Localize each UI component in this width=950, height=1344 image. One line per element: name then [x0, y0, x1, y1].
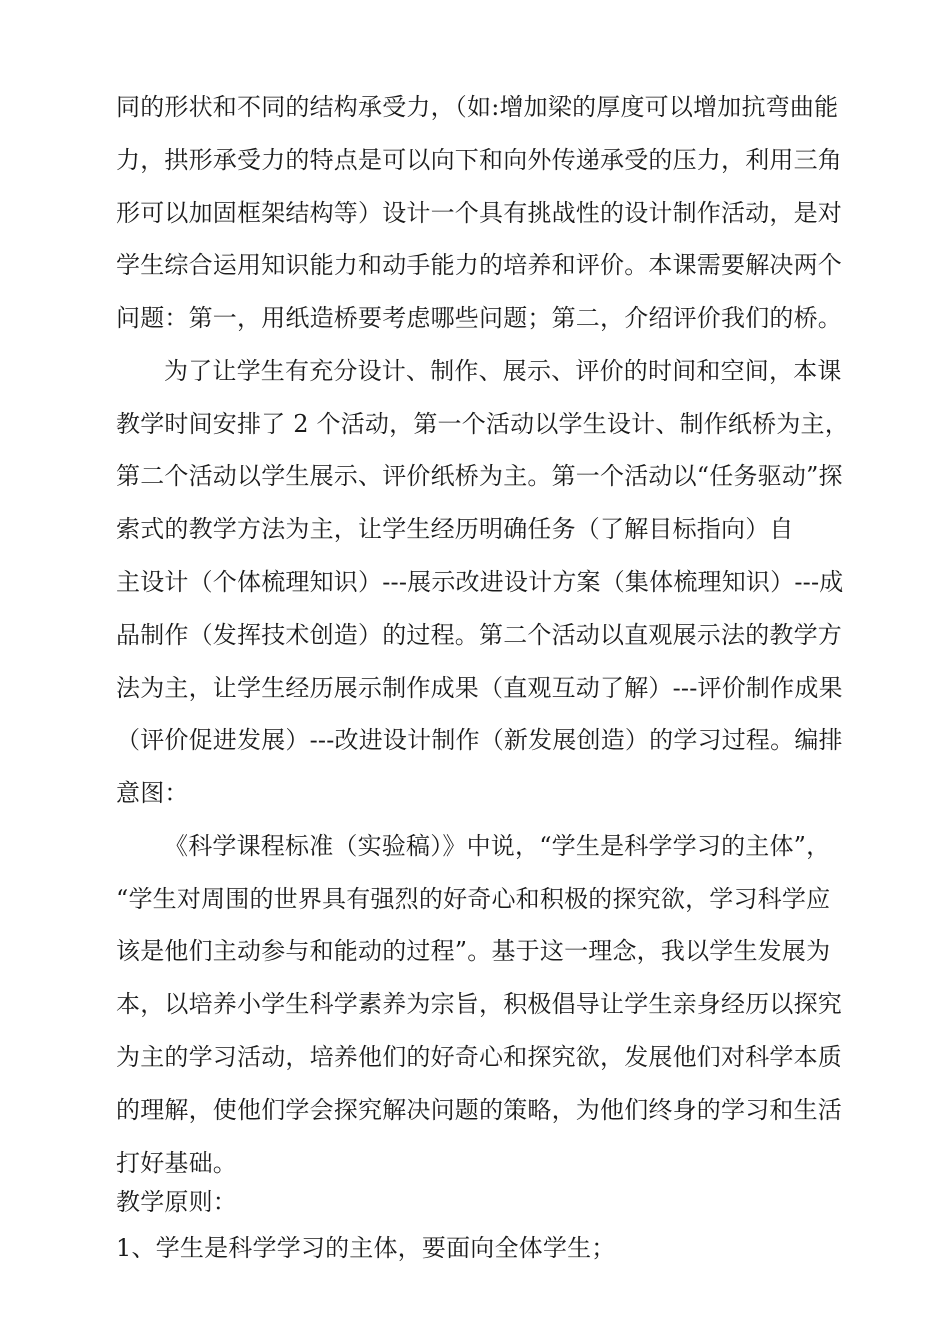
text-line: 教学时间安排了 2 个活动，第一个活动以学生设计、制作纸桥为主，: [116, 410, 849, 438]
text-line: 法为主，让学生经历展示制作成果（直观互动了解）---评价制作成果: [116, 674, 843, 702]
text-line: 同的形状和不同的结构承受力，（如:增加梁的厚度可以增加抗弯曲能: [116, 93, 839, 121]
section-heading: 教学原则：: [116, 1188, 237, 1216]
text-line: 打好基础。: [116, 1149, 237, 1177]
paragraph-first-line: 为了让学生有充分设计、制作、展示、评价的时间和空间，本课: [164, 357, 842, 385]
text-line: 索式的教学方法为主，让学生经历明确任务（了解目标指向）自: [116, 515, 794, 543]
text-line: 学生综合运用知识能力和动手能力的培养和评价。本课需要解决两个: [116, 251, 842, 279]
text-line: 力，拱形承受力的特点是可以向下和向外传递承受的压力，利用三角: [116, 146, 842, 174]
text-line: 形可以加固框架结构等）设计一个具有挑战性的设计制作活动，是对: [116, 199, 842, 227]
text-line: 意图：: [116, 779, 189, 807]
text-line: （评价促进发展）---改进设计制作（新发展创造）的学习过程。编排: [116, 726, 843, 754]
text-line: 为主的学习活动，培养他们的好奇心和探究欲，发展他们对科学本质: [116, 1043, 842, 1071]
text-line: 本，以培养小学生科学素养为宗旨，积极倡导让学生亲身经历以探究: [116, 990, 842, 1018]
text-line: 问题：第一，用纸造桥要考虑哪些问题；第二，介绍评价我们的桥。: [116, 304, 842, 332]
text-line: 该是他们主动参与和能动的过程”。基于这一理念，我以学生发展为: [116, 937, 831, 965]
text-line: “学生对周围的世界具有强烈的好奇心和积极的探究欲，学习科学应: [116, 885, 831, 913]
text-line: 品制作（发挥技术创造）的过程。第二个活动以直观展示法的教学方: [116, 621, 842, 649]
text-line: 主设计（个体梳理知识）---展示改进设计方案（集体梳理知识）---成: [116, 568, 844, 596]
text-line: 的理解，使他们学会探究解决问题的策略，为他们终身的学习和生活: [116, 1096, 842, 1124]
list-item: 1、学生是科学学习的主体，要面向全体学生；: [116, 1234, 616, 1262]
text-line: 第二个活动以学生展示、评价纸桥为主。第一个活动以“任务驱动”探: [116, 462, 843, 490]
paragraph-first-line: 《科学课程标准（实验稿）》中说，“学生是科学学习的主体”，: [164, 832, 831, 860]
